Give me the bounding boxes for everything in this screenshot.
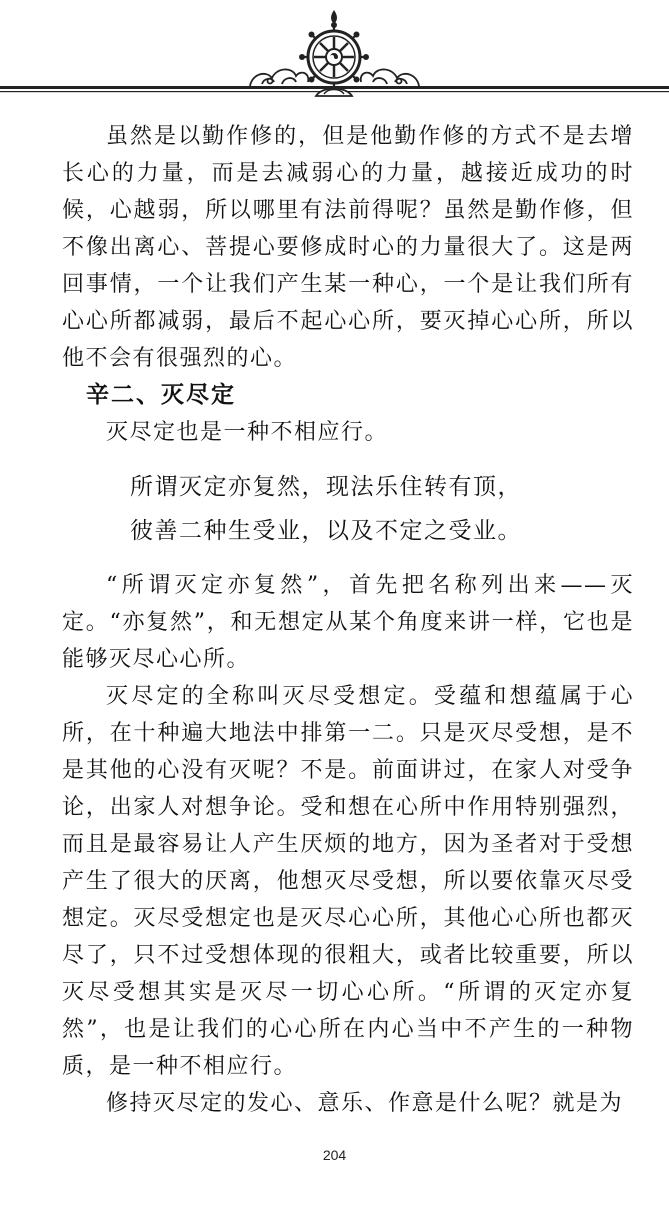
verse-line: 所谓灭定亦复然，现法乐住转有顶， (130, 474, 522, 500)
body-paragraph: 修持灭尽定的发心、意乐、作意是什么呢？就是为 (106, 1091, 624, 1116)
body-paragraph: 虽然是以勤作修的，但是他勤作修的方式不是去增长心的力量，而是去减弱心的力量，越接近成功的时候，心越弱，所以哪里有法前得呢？虽然是勤作修，但不像出离心、菩提心要修成时心的力量很大了。这是两回事情，一个让我们产生某一种心，一个是让我们所有心心所都减弱，最后不起心心所，要灭掉心心所，所以他不会有很强烈的心。 (62, 124, 634, 371)
page-body (62, 118, 634, 1122)
verse-block (62, 465, 634, 553)
section-heading: 辛二、灭尽定 (86, 382, 236, 408)
intro-line: 灭尽定也是一种不相应行。 (106, 420, 389, 445)
body-paragraph: “所谓灭定亦复然”，首先把名称列出来——灭定。“亦复然”，和无想定从某个角度来讲一样，它也是能够灭尽心心所。 (62, 573, 634, 672)
page-header (0, 0, 669, 110)
page-number: 204 (322, 1147, 347, 1163)
auspicious-cloud-icon-right (361, 69, 419, 86)
body-paragraph: 灭尽定的全称叫灭尽受想定。受蕴和想蕴属于心所，在十种遍大地法中排第一二。只是灭尽受想，是不是其他的心没有灭呢？不是。前面讲过，在家人对受争论，出家人对想争论。受和想在心所中作用特别强烈，而且是最容易让人产生厌烦的地方，因为圣者对于受想产生了很大的厌离，他想灭尽受想，所以要依靠灭尽受想定。灭尽受想定也是灭尽心心所，其他心心所也都灭尽了，只不过受想体现的很粗大，或者比较重要，所以灭尽受想其实是灭尽一切心心所。“所谓的灭定亦复然”，也是让我们的心心所在内心当中不产生的一种物质，是一种不相应行。 (62, 684, 634, 1079)
verse-line: 彼善二种生受业，以及不定之受业。 (130, 518, 522, 544)
header-ornament (0, 0, 669, 110)
dharma-wheel-icon (299, 10, 369, 96)
auspicious-cloud-icon-left (250, 69, 308, 86)
